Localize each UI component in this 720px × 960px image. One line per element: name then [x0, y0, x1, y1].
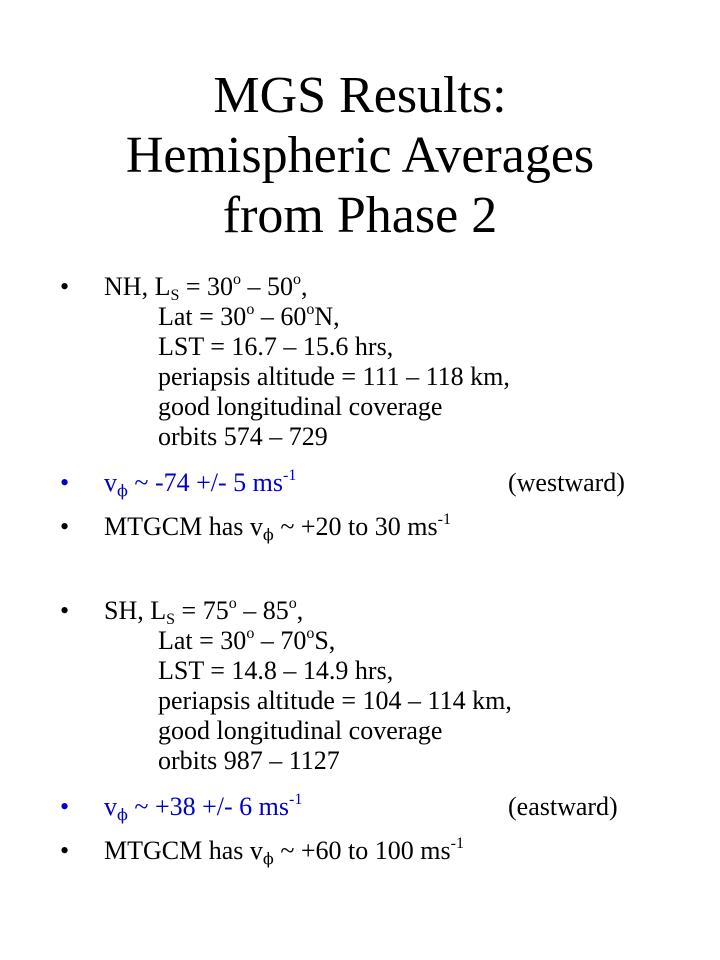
slide-title	[0, 66, 720, 246]
bullet-list	[60, 272, 700, 866]
nh-ls-line: NH, $L_S = 30^o - 50^o$,	[104, 271, 308, 304]
bullet-dot: •	[60, 836, 70, 865]
sh-model-bullet: • MTGCM has $v_\phi$ ~ +60 to 100 $ms^{-1}$	[60, 835, 464, 868]
nh-periapsis-line: periapsis altitude = 111 – 118 km,	[158, 362, 510, 391]
nh-bullet	[60, 272, 700, 452]
nh-wind-bullet: • $v_\phi$ ~ -74 +/- 5 $ms^{-1}$ (westward)	[60, 467, 625, 500]
sh-orbits-line: orbits 987 – 1127	[158, 746, 340, 775]
nh-model-bullet: • MTGCM has $v_\phi$ ~ +20 to 30 $ms^{-1}$	[60, 511, 451, 544]
sh-wind-direction: (eastward)	[508, 792, 618, 821]
bullet-dot: •	[60, 468, 70, 497]
sh-bullet	[60, 596, 700, 776]
sh-ls-line: SH, $L_S = 75^o - 85^o$,	[104, 595, 304, 628]
sh-lat-line: Lat = $30^o - 70^oS$,	[158, 625, 336, 655]
sh-lst-line: LST = 14.8 – 14.9 hrs,	[158, 656, 394, 685]
bullet-dot: •	[60, 792, 70, 821]
title-line-1: MGS Results:	[213, 67, 507, 124]
sh-coverage-line: good longitudinal coverage	[158, 716, 443, 745]
nh-wind-direction: (westward)	[508, 468, 625, 497]
nh-orbits-line: orbits 574 – 729	[158, 422, 328, 451]
bullet-dot: •	[60, 512, 70, 541]
nh-lat-line: Lat = $30^o - 60^oN$,	[158, 301, 340, 331]
bullet-dot: •	[60, 596, 70, 625]
sh-wind-bullet: • $v_\phi$ ~ +38 +/- 6 $ms^{-1}$ (eastward)	[60, 791, 618, 824]
sh-periapsis-line: periapsis altitude = 104 – 114 km,	[158, 686, 512, 715]
title-line-3: from Phase 2	[222, 187, 498, 244]
nh-lst-line: LST = 16.7 – 15.6 hrs,	[158, 332, 394, 361]
bullet-dot: •	[60, 272, 70, 301]
title-line-2: Hemispheric Averages	[125, 127, 595, 184]
nh-coverage-line: good longitudinal coverage	[158, 392, 443, 421]
